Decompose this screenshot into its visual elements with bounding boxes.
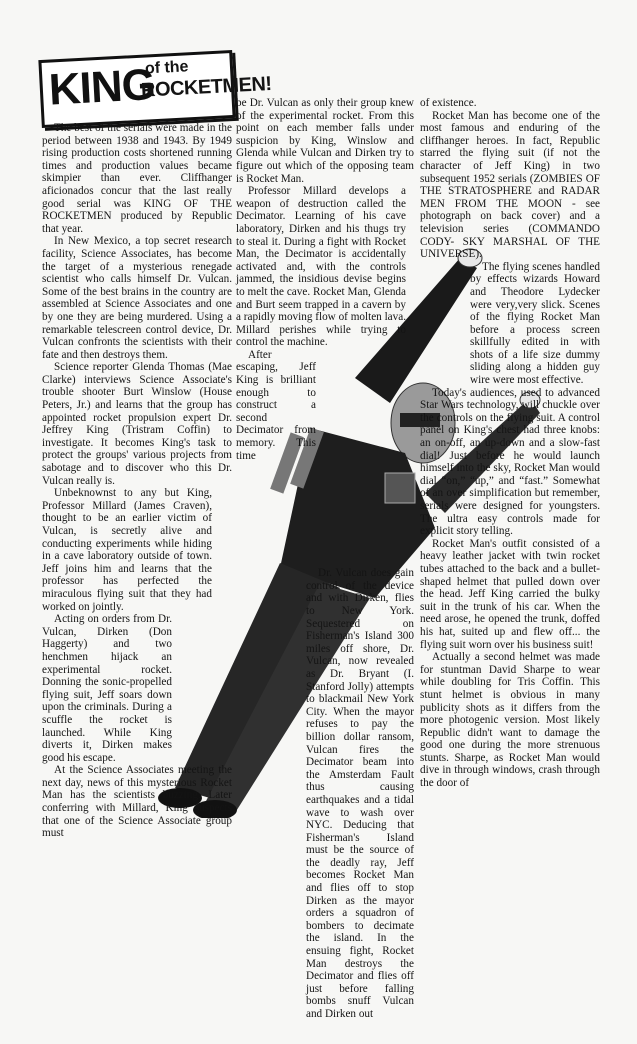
col3-para-5: Rocket Man's outfit consisted of a heavy leather jacket with twin rocket tubes attached to the back and a bullet-shaped helmet that pulled down over the head. Jeff King carried the bulky suit in the trunk of his car. When the need arose, he opened the trunk, doffed his hat, suited up and flew off... the flying suit worn over his business suit! (420, 537, 600, 651)
col3-para-6: Actually a second helmet was made for stuntman David Sharpe to wear while doubling for Tris Coffin. This stunt helmet is obvious in many publicity shots as it differs from the more photogenic version. Most likely Republic didn't want to damage the good one during the more strenuous stunts. Sharpe, as Rocket Man would dive in through windows, crash through the door of (420, 651, 600, 790)
col1-para-2: In New Mexico, a top secret research facility, Science Associates, has become the target of a mysterious renegade scientist who calls himself Dr. Vulcan. Some of the best brains in the country are assembled at Science Associates and one by one they are being murdered. Using a remarkable telescreen control device, Dr. Vulcan confronts the scientists with their fate and then destroys them. (42, 235, 232, 361)
title-of-the: of the (144, 58, 189, 78)
col3-para-1: of existence. (420, 97, 477, 109)
col3-para-2: Rocket Man has become one of the most famous and enduring of the cliffhanger heroes. In fact, Republic starred the flying suit (if not the character of Jeff King) in two subsequent 1952 serials (ZOMBIES OF THE STRATOSPHERE and RADAR MEN FROM THE MOON - see photograph on back cover) and a television series (COMMANDO CODY- SKY MARSHAL OF THE UNIVERSE). (420, 109, 600, 261)
col2-para-1: be Dr. Vulcan as only their group knew of the experimental rocket. From this point on each member falls under suspicion by King, Winslow and Glenda while Vulcan and Dirken try to figure out which of the opposing team is Rocket Man. (236, 97, 414, 185)
col3-para-4: Today's audiences, used to advanced Star Wars technology, will chuckle over the controls on the flying suit. A control panel on King's chest had three knobs: an on-off, an up-down and a slow-fast dial! Just before he would launch himself into the sky, Rocket Man would dial “on,” “up,” and “fast.” Somewhat of an over simplification but remember, serials were designed for youngsters. The ultra easy controls made for explicit story telling. (420, 386, 600, 538)
column-1 (42, 122, 232, 840)
col1-para-1: The best of the serials were made in the period between 1938 and 1943. By 1949 rising production costs shortened running times and production values became skimpier than ever. Cliffhanger aficionados concur that the last really good serial was KING OF THE ROCKETMEN produced by Republic that year. (42, 122, 232, 235)
col1-para-3: Science reporter Glenda Thomas (Mae Clarke) interviews Science Associate's trouble shooter Burt Winslow (House Peters, Jr.) and learns that the group has appointed rocket propulsion expert Dr. Jeffrey King (Tristram Coffin) to investigate. It becomes King's task to protect the groups' various projects from sabotage and to discover who this Dr. Vulcan really is. (42, 361, 232, 487)
column-3 (420, 97, 600, 790)
col1-para-5: Acting on orders from Dr. Vulcan, Dirken (Don Haggerty) and two henchmen hijack an experimental rocket. Donning the sonic-propelled flying suit, Jeff soars down upon the criminals. During a scuffle the rocket is launched. While King diverts it, Dirken makes good his escape. (42, 613, 172, 764)
col3-para-3: The flying scenes handled by effects wizards Howard and Theodore Lydecker were very,very slick. Scenes of the flying Rocket Man before a process screen skillfully edited in with shots of a life size dummy sliding along a hidden guy wire were most effective. (470, 260, 600, 387)
col1-para-6: At the Science Associates meeting the next day, news of this mysterious Rocket Man has the scientists buzzing. Later conferring with Millard, King suspects that one of the Science Associate group must (42, 764, 232, 840)
col2-para-2: Professor Millard develops a weapon of destruction called the Decimator. Learning of his cave laboratory, Dirken and his thugs try to steal it. During a fight with Rocket Man, the Decimator is accidentally activated and, with the controls jammed, the insidious devise begins to melt the cave. Rocket Man, Glenda and Burt seem trapped in a cavern by a rapidly moving flow of molten lava. Millard perishes while trying to control the machine. (236, 185, 406, 349)
col2-para-4: Dr. Vulcan does gain control of the device and with Dirken, flies to New York. Sequestered on Fisherman's Island 300 miles off shore, Dr. Vulcan, now revealed as Dr. Bryant (I. Stanford Jolly) attempts to blackmail New York City. When the mayor refuses to pay the billion dollar ransom, Vulcan fires the Decimator beam into the Amsterdam Fault thus causing earthquakes and a tidal wave to wash over NYC. Deducing that Fisherman's Island must be the source of the deadly ray, Jeff becomes Rocket Man and flies off to stop Dirken as the mayor orders a squadron of bombers to decimate the island. In the ensuing fight, Rocket Man destroys the Decimator and flies off just before falling bombs snuff Vulcan and Dirken out (306, 567, 414, 1020)
article-title (38, 50, 273, 128)
col2-para-3: After escaping, Jeff King is brilliant enough to construct a second Decimator from memory. This time (236, 348, 316, 462)
title-king: KING (47, 60, 157, 115)
col1-para-4: Unbeknownst to any but King, Professor Millard (James Craven), thought to be an earlier victim of Vulcan, is secretly alive and conducting experiments while hiding in a cave laboratory outside of town. Jeff joins him and learns that the professor has perfected the miraculous flying suit that they had worked on jointly. (42, 487, 212, 613)
title-rocketmen: ROCKETMEN! (140, 72, 273, 102)
column-2 (236, 97, 414, 1021)
